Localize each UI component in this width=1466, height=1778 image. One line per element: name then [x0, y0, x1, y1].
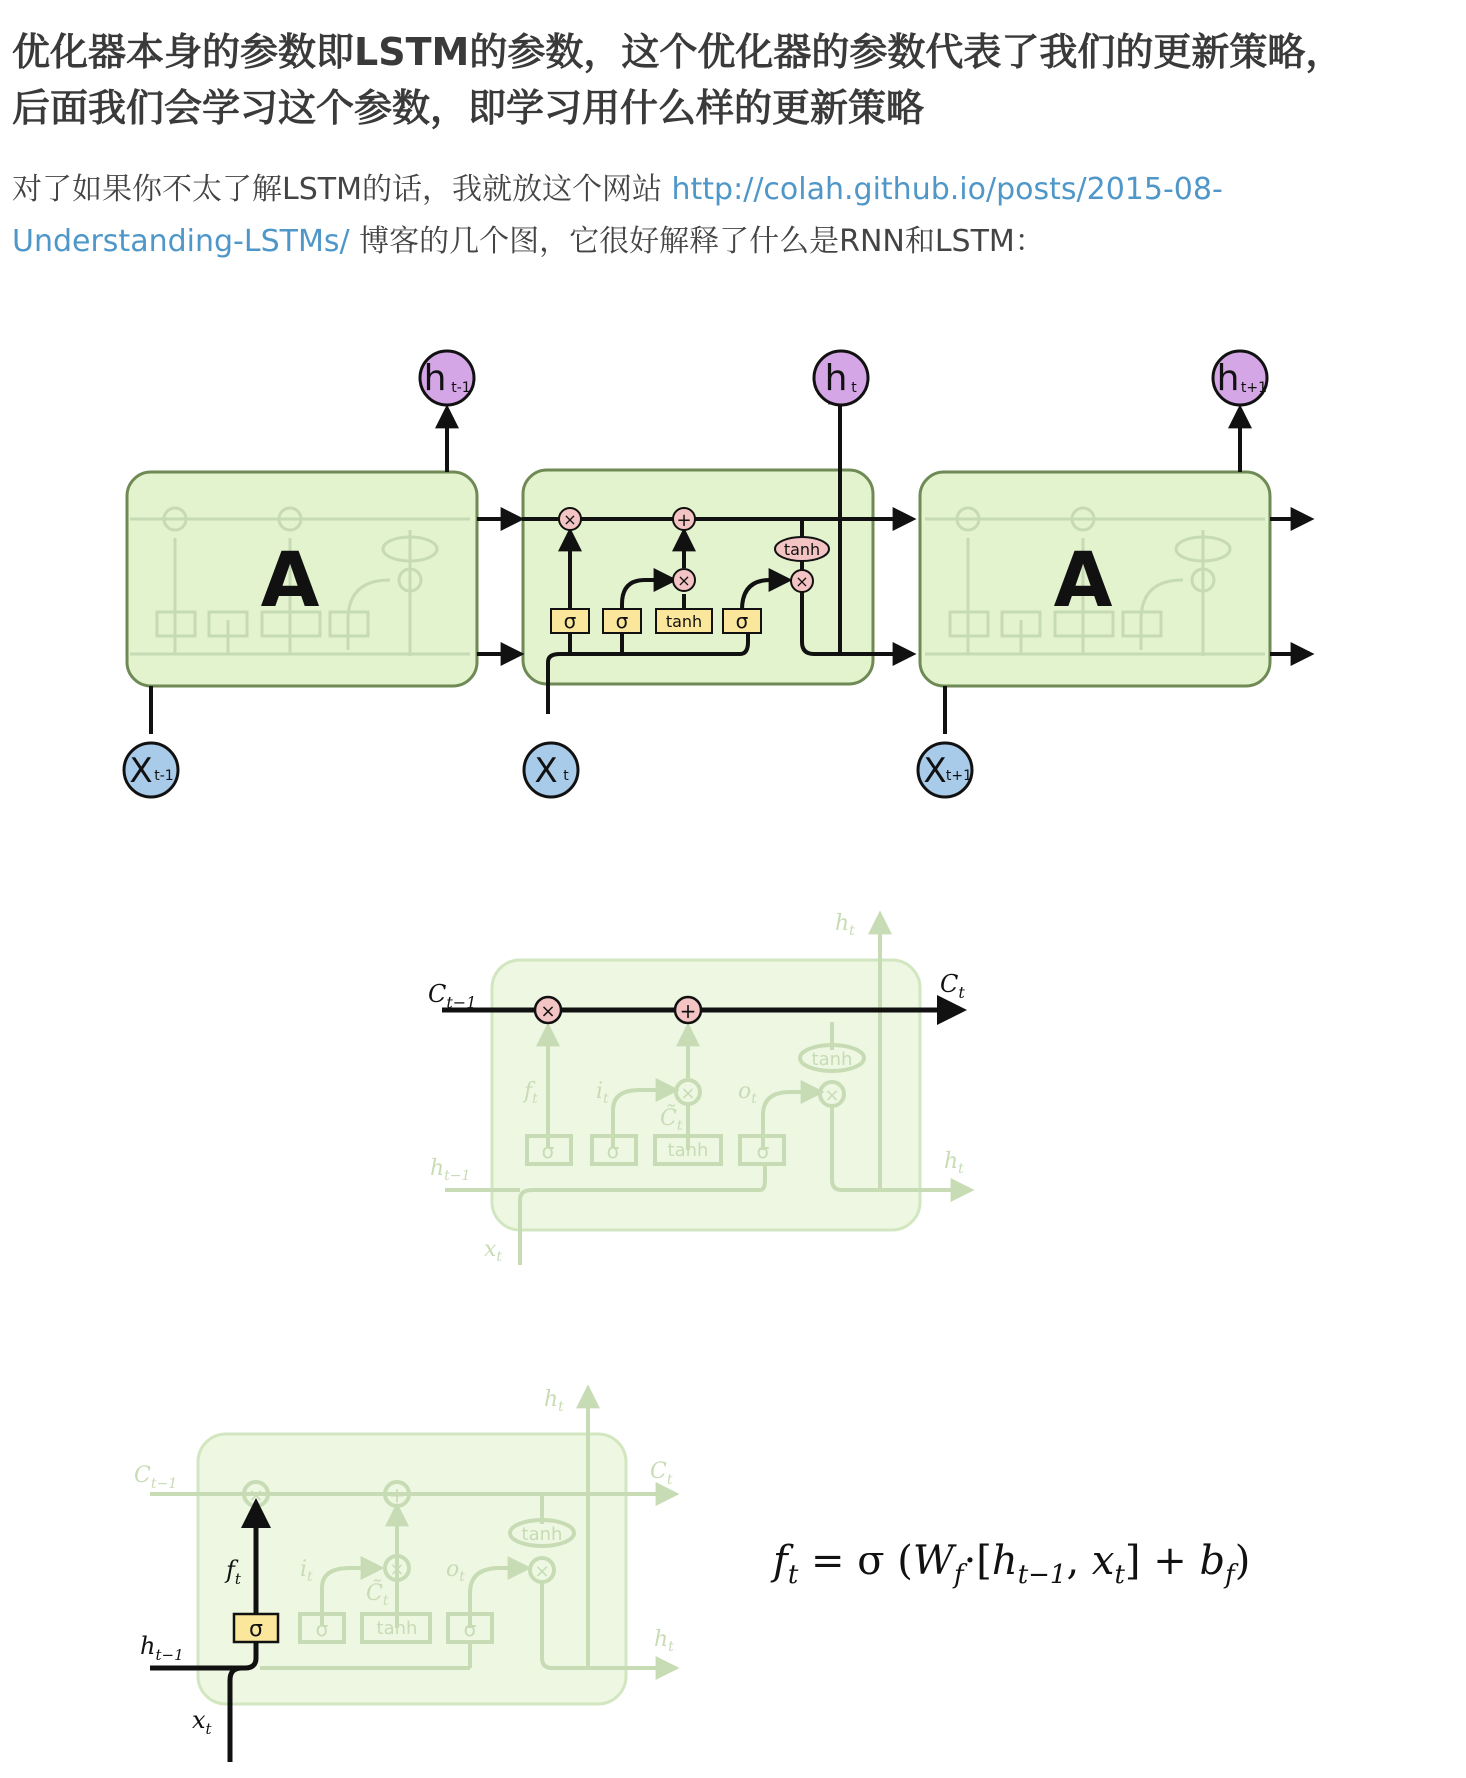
intro-paragraph — [12, 164, 1432, 268]
svg-text:h: h — [423, 358, 447, 399]
svg-text:×: × — [540, 1001, 556, 1022]
op-add-cell — [673, 508, 695, 531]
hidden-node-current — [814, 351, 868, 405]
forget-gate-formula: $f_t = \sigma$ ($W_f\cdot[h_{t-1}$, $x_t] + b_f$) — [773, 1538, 1251, 1590]
page-heading — [12, 24, 1432, 136]
label-f-gate: $f_t$ — [226, 1556, 241, 1588]
label-h-next: $h_t$ — [654, 1627, 674, 1655]
input-node-next — [918, 743, 972, 797]
svg-text:×: × — [389, 1559, 405, 1580]
op-multiply-input — [673, 569, 695, 591]
label-h-prev: $h_{t-1}$ — [430, 1156, 471, 1184]
svg-text:h: h — [1216, 358, 1240, 399]
figure-lstm-chain — [0, 330, 1466, 810]
svg-text:+: + — [679, 999, 697, 1023]
svg-text:+: + — [676, 510, 692, 531]
label-h-next: $h_t$ — [944, 1149, 964, 1177]
op-multiply-forget-highlight — [535, 997, 561, 1023]
label-x-input: $x_t$ — [484, 1237, 503, 1265]
gate-sigma-input — [603, 609, 641, 633]
module-label-right: A — [1053, 535, 1113, 624]
hidden-node-next — [1213, 351, 1267, 405]
label-c-prev: $C_{t-1}$ — [134, 1463, 178, 1492]
label-c-next: $C_t$ — [940, 970, 965, 1002]
gate-sigma-forget-highlight — [234, 1614, 278, 1642]
svg-text:ot: $o_t$ — [446, 1557, 465, 1585]
colah-blog-link[interactable]: http://colah.github.io/posts/2015-08-Understanding-LSTMs/ — [12, 172, 1223, 259]
svg-text:t+1: t+1 — [1240, 380, 1268, 396]
op-multiply-output — [791, 570, 813, 592]
svg-text:X: X — [129, 751, 153, 791]
svg-text:t: t — [851, 380, 857, 396]
svg-text:tanh: tanh — [665, 612, 703, 631]
gate-sigma-output — [723, 609, 761, 633]
svg-text:×: × — [824, 1085, 840, 1106]
op-multiply-forget — [559, 508, 581, 530]
svg-text:σ: σ — [615, 609, 629, 633]
svg-text:tanh: tanh — [783, 540, 821, 559]
label-h-top: $h_t$ — [835, 911, 855, 939]
svg-text:σ: σ — [563, 609, 577, 633]
svg-text:ft: $f_t$ — [524, 1079, 538, 1107]
label-h-prev: $h_{t-1}$ — [140, 1632, 184, 1664]
svg-text:×: × — [677, 571, 691, 590]
svg-text:X: X — [923, 751, 947, 791]
label-x-input: $x_t$ — [192, 1706, 212, 1738]
op-add-highlight — [675, 997, 701, 1023]
label-c-prev: $C_{t-1}$ — [428, 980, 477, 1012]
svg-text:h: h — [824, 358, 848, 399]
svg-text:σ: σ — [756, 1139, 770, 1163]
hidden-node-prev — [420, 351, 474, 405]
heading-line-2: 后面我们会学习这个参数，即学习用什么样的更新策略 — [12, 86, 925, 130]
module-label-left: A — [260, 535, 320, 624]
input-node-prev — [124, 743, 178, 797]
lstm-cell-right — [920, 472, 1270, 686]
svg-text:X: X — [534, 751, 558, 791]
svg-text:σ: σ — [463, 1617, 477, 1641]
svg-text:+: + — [388, 1483, 406, 1507]
input-node-current — [524, 743, 578, 797]
svg-text:C̃t: $C̃_t$ — [660, 1106, 683, 1134]
figure-forget-gate — [0, 1378, 760, 1778]
label-c-next: $C_t$ — [650, 1459, 673, 1488]
heading-line-1: 优化器本身的参数即LSTM的参数，这个优化器的参数代表了我们的更新策略， — [12, 30, 1344, 74]
svg-text:σ: σ — [541, 1139, 555, 1163]
svg-text:tanh: tanh — [521, 1524, 563, 1545]
svg-text:×: × — [248, 1485, 264, 1506]
svg-text:t+1: t+1 — [945, 768, 973, 784]
svg-text:tanh: tanh — [376, 1618, 418, 1639]
svg-text:t-1: t-1 — [154, 768, 174, 784]
svg-text:×: × — [680, 1083, 696, 1104]
svg-text:σ: σ — [315, 1617, 329, 1641]
svg-text:it: $i_t$ — [300, 1557, 313, 1585]
gate-tanh-candidate — [656, 609, 712, 633]
label-h-top: $h_t$ — [544, 1387, 564, 1415]
intro-text-after: 博客的几个图，它很好解释了什么是RNN和LSTM： — [349, 224, 1045, 259]
op-tanh-output — [775, 537, 829, 561]
intro-text-before: 对了如果你不太了解LSTM的话，我就放这个网站 — [12, 172, 672, 207]
lstm-cell-middle — [522, 390, 907, 714]
svg-text:×: × — [563, 510, 577, 529]
svg-text:×: × — [534, 1561, 550, 1582]
gate-sigma-forget — [551, 609, 589, 633]
figure-cell-state — [0, 900, 1466, 1280]
svg-text:t: t — [563, 768, 569, 784]
svg-text:σ: σ — [735, 609, 749, 633]
svg-text:×: × — [795, 572, 809, 591]
svg-text:t-1: t-1 — [451, 380, 471, 396]
svg-text:σ: σ — [606, 1139, 620, 1163]
svg-text:tanh: tanh — [811, 1049, 853, 1070]
svg-text:ot: $o_t$ — [738, 1079, 757, 1107]
svg-text:σ: σ — [249, 1617, 263, 1642]
lstm-cell-left — [127, 472, 477, 686]
svg-text:it: $i_t$ — [596, 1079, 609, 1107]
svg-text:C̃t: $C̃_t$ — [366, 1581, 389, 1609]
svg-text:tanh: tanh — [667, 1140, 709, 1161]
